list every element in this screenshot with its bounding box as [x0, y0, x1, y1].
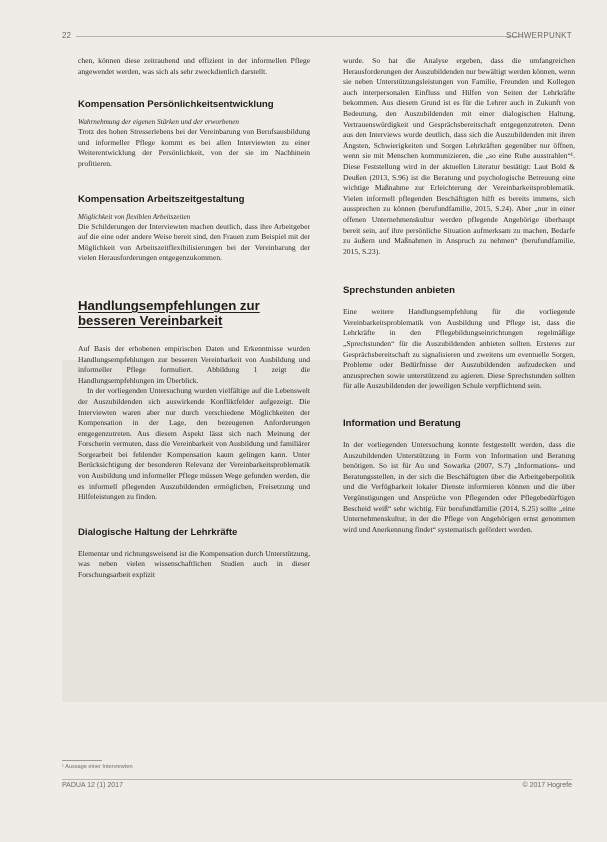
- heading-persoenlichkeit: Kompensation Persönlichkeitsentwicklung: [78, 99, 274, 111]
- section-label: SCHWERPUNKT: [506, 31, 572, 40]
- paragraph: Elementar und richtungsweisend ist die Kompensation durch Unterstützung, was neben vielen wissenschaftlichen Studien auch in dieser Forschungsarbeit explizit: [78, 548, 310, 580]
- paragraph: In der vorliegenden Untersuchung konnte festgestellt werden, dass die Auszubildenden Unterstützung in Form von Information und Beratung benötigen. So ist für Au und Sowarka (2007, S.7) „Informations- und Beratungsstellen, in der sich die Beschäftigten über die Arbeitgeberpolitik und die Verfügbarkeit lokaler Dienste informieren können und die über Vergünstigungen und Ansprüche von Pflegenden oder Pflegebedürftigen Bescheid weiß“ sehr wichtig. Für berufundfamilie (2014, S.25) sollte „eine Unternehmenskultur, in der die Pflege von Angehörigen ernst genommen wird und Anerkennung findet“ systematisch gefördert werden.: [343, 440, 575, 534]
- header-rule: [76, 36, 524, 37]
- heading-information: Information und Beratung: [343, 418, 461, 430]
- subheading: Möglichkeit von flexiblen Arbeitszeiten: [78, 212, 191, 221]
- paragraph: Auf Basis der erhobenen empirischen Daten und Erkenntnisse wurden Handlungsempfehlungen zur besseren Vereinbarkeit von Ausbildung und informeller Pflege formuliert. Abbildung 1 zeigt die Handlungsempfehlungen im Überblick.: [78, 343, 310, 385]
- left-column: [78, 56, 310, 581]
- heading-dialog: Dialogische Haltung der Lehrkräfte: [78, 526, 238, 538]
- footer-journal: PADUA 12 (1) 2017: [62, 782, 123, 789]
- paragraph: In der vorliegenden Untersuchung wurden vielfältige auf die Lebenswelt der Auszubildenden sich auswirkende Konfliktfelder aufgezeigt. Die Interviewten waren aber nur durch verschiedene Möglichkeiten der Kompensation in der Lage, den bezeugenen Anforderungen entgegenzutreten. Aus diesem Aspekt lässt sich nach Meinung der Forscherin vermuten, dass die Vereinbarkeit von Ausbildung und familiärer Sorgearbeit bei fehlender Kompensation kaum gelingen kann. Unter Berücksichtigung der besonderen Relevanz der Vereinbarkeitsproblematik von Ausbildung und informeller Pflege müssen Wege gefunden werden, die es informell pflegenden Auszubildenden ermöglichen, Freisetzung und Hilfeleistungen zu finden.: [78, 386, 310, 502]
- section-heading: Handlungsempfehlungen zur besseren Vereinbarkeit: [78, 297, 260, 328]
- footer-rule: [62, 779, 572, 780]
- heading-arbeitszeit: Kompensation Arbeitszeitgestaltung: [78, 193, 245, 205]
- subheading: Wahrnehmung der eigenen Stärken und der erworbenen: [78, 118, 240, 127]
- heading-sprechstunden: Sprechstunden anbieten: [343, 285, 455, 297]
- paragraph: Die Schilderungen der Interviewten machen deutlich, dass ihre Arbeitgeber auf die eine oder andere Weise bereit sind, den Frauen zum Beispiel mit der Möglichkeit von Arbeitszeitflexibilisierungen bei der Vereinbarung der vielen Herausforderungen entgegenzukommen.: [78, 221, 310, 263]
- page-header: [62, 31, 572, 43]
- right-column: [343, 56, 575, 535]
- page-number: 22: [62, 31, 71, 40]
- paragraph: chen, können diese zeitraubend und effizient in der informellen Pflege angewendet werden, was sich als sehr zweckdienlich darstellt.: [78, 56, 310, 76]
- footnote-rule: [62, 760, 102, 761]
- paragraph: Eine weitere Handlungsempfehlung für die vorliegende Vereinbarkeitsproblematik von Ausbildung und Pflege ist, dass die Lehrkräfte in den Pflegebildungseinrichtungen regelmäßige „Sprechstunden“ für die Auszubildenden anbieten sollten. Ersteres zur Gesprächsbereitschaft zu signalisieren und zweitens um eventuelle Sorgen, Probleme oder Bedürfnisse der Auszubildenden aufzudecken und anzusprechen sowie unterstützend zu agieren. Diese Sprechstunden sollten für alle Auszubildenden der jeweiligen Schule verpflichtend sein.: [343, 307, 575, 391]
- paragraph: wurde. So hat die Analyse ergeben, dass die umfangreichen Herausforderungen der Auszubildenden nur bewältigt werden können, wenn sie neben Unterstützungsleistungen von Familie, Freunden und Kollegen auch interpersonalen Einfluss und Hilfen von Seiten der Lehrkräfte bekommen. Aus diesem Grund ist es für die Lehrer auch in Zukunft von Bedeutung, den Auszubildenden mit einer dialogischen Haltung, Vertrauenswürdigkeit und Gesprächsbereitschaft entgegenzutreten. Denn aus den Interviews wurde deutlich, dass sich die Auszubildenden mit ihren Ängsten, Schwierigkeiten und Sorgen Lehrkräften gegenüber nur öffnen, wenn sie mit Menschen kommunizieren, die „so eine Ruhe ausstrahlen“¹. Diese Feststellung wird in der aktuellen Literatur bestätigt: Laut Bold & Deußen (2013, S.96) ist die Beratung und psychologische Betreuung eine wichtige Maßnahme zur Erleichterung der Vereinbarkeitsproblematik. Vielen informell pflegenden Beschäftigten hilft es bereits immens, sich aussprechen zu können (berufundfamilie, 2015, S.24). Aber „nur in einer offenen Unternehmenskultur werden pflegende Angehörige überhaupt bereit sein, auf ihre persönliche Situation aufmerksam zu machen, Bedarfe zu äußern und Maßnahmen in Anspruch zu nehmen“ (berufundfamilie, 2015, S.23).: [343, 56, 575, 256]
- paragraph: Trotz des hohen Stresserlebens bei der Vereinbarung von Berufsausbildung und informeller Pflege kommt es bei allen Interviewten zu einer Weiterentwicklung der Persönlichkeit, von der sie im Nachhinein profitieren.: [78, 127, 310, 168]
- footnote: ¹ Aussage einer Interviewten: [62, 764, 133, 770]
- footer-copyright: © 2017 Hogrefe: [522, 782, 572, 789]
